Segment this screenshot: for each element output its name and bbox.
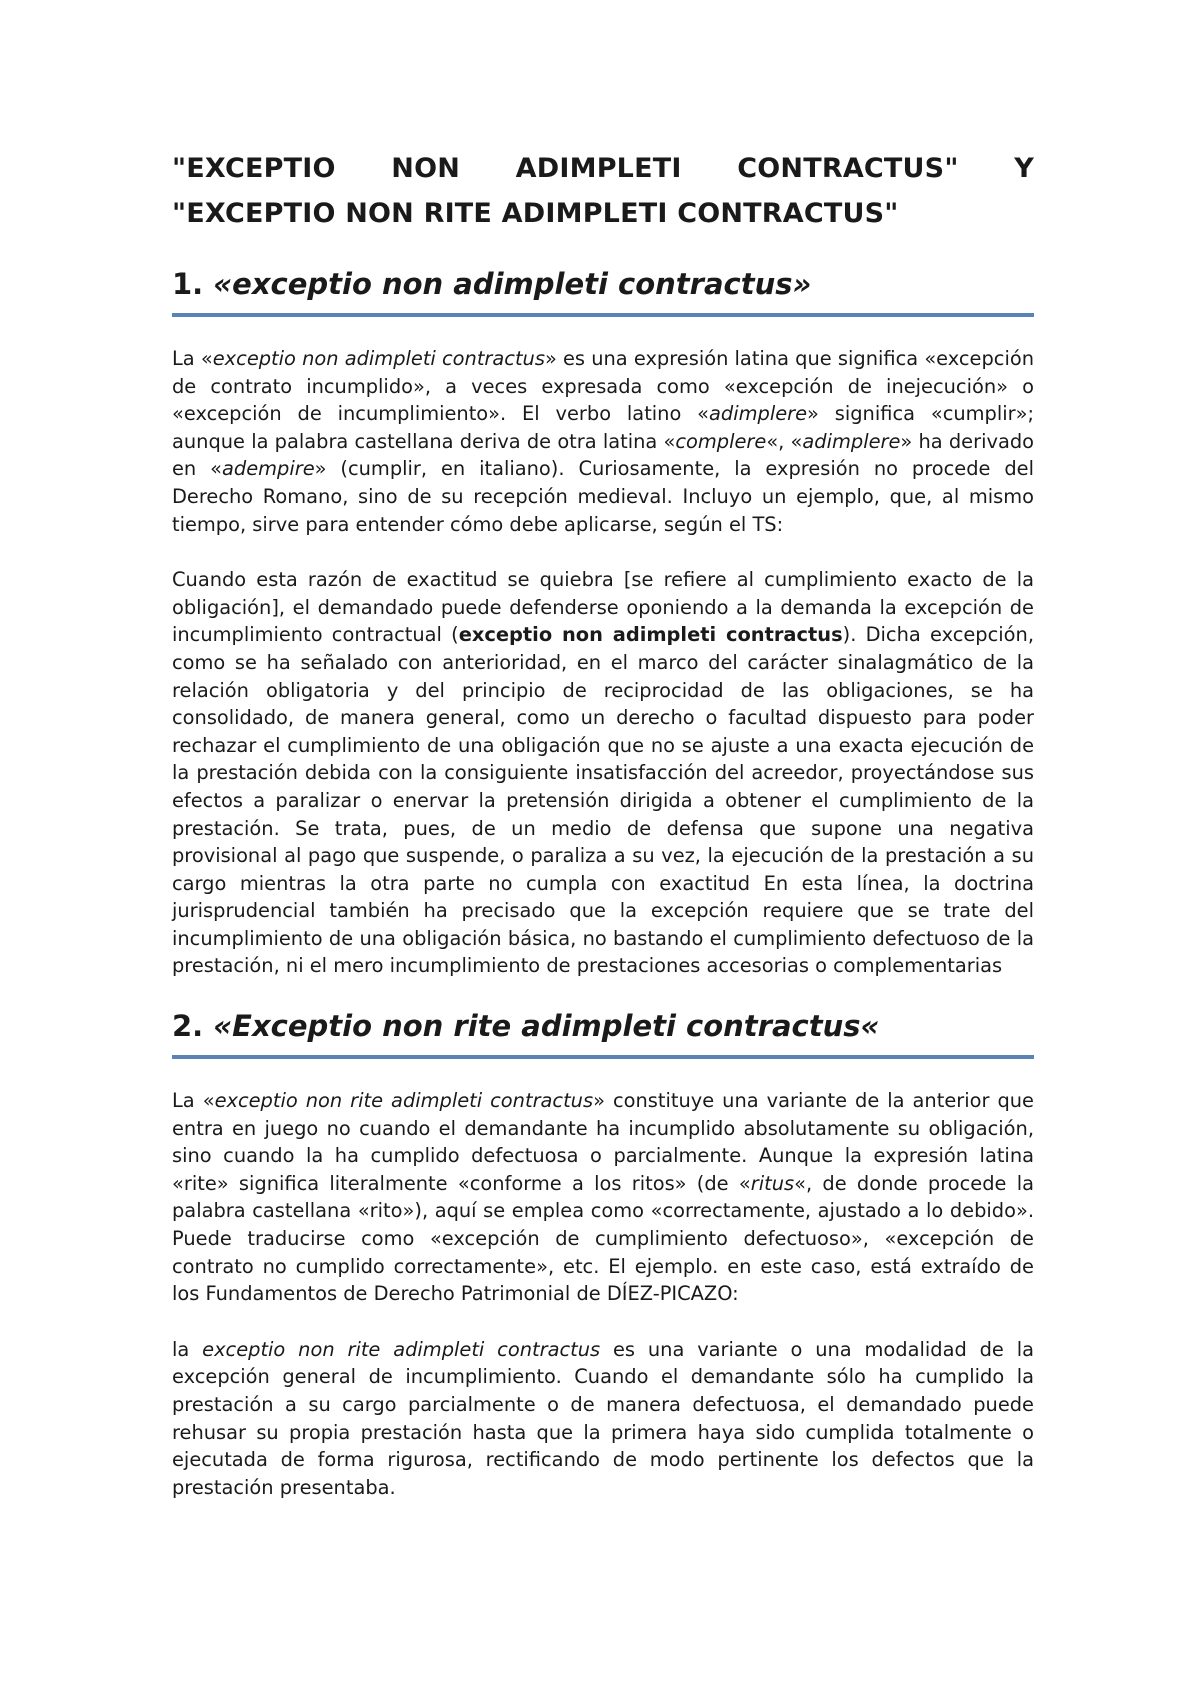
- text-run: «, «: [766, 429, 803, 453]
- text-run: «, de donde procede la palabra castellana «rito»), aquí se emplea como «correctamente, ajustado a lo debido». Puede traducirse como «excepción de cumplimiento defectuoso», «excepción de contrato no cumplido correctamente», etc. El ejemplo. en este caso, está extraído de los Fundamentos de Derecho Patrimonial de DÍEZ-PICAZO:: [172, 1171, 1034, 1306]
- text-run: » es una expresión latina que significa «excepción de contrato incumplido», a veces expresada como «excepción de inejecución» o «excepción de incumplimiento». El verbo latino «: [172, 347, 1035, 426]
- latin-term: complere: [675, 429, 767, 453]
- section-2-number: 2.: [172, 1009, 214, 1044]
- text-run: la: [172, 1337, 203, 1361]
- section-2-heading-text: «Exceptio non rite adimpleti contractus«: [213, 1009, 880, 1044]
- section-1-paragraph-1: [172, 345, 1034, 538]
- title-line-1: "EXCEPTIO NON ADIMPLETI CONTRACTUS" Y: [172, 153, 1034, 184]
- latin-term: exceptio non adimpleti contractus: [212, 347, 545, 370]
- latin-term-bold: exceptio non adimpleti contractus: [458, 623, 843, 647]
- text-run: es una variante o una modalidad de la excepción general de incumplimiento. Cuando el demandante sólo ha cumplido la prestación a su cargo parcialmente o de manera defectuosa, el demandado puede rehusar su propia prestación hasta que la primera haya sido cumplida totalmente o ejecutada de forma rigurosa, rectificando de modo pertinente los defectos que la prestación presentaba.: [172, 1337, 1034, 1499]
- latin-term: adimplere: [709, 402, 808, 426]
- text-run: La «: [172, 1089, 215, 1113]
- section-1-heading: [172, 264, 1034, 317]
- document-page: [172, 146, 1034, 1501]
- section-1-heading-text: «exceptio non adimpleti contractus»: [213, 267, 812, 301]
- italian-term: adempire: [222, 457, 315, 481]
- text-run: » ha derivado en «: [172, 429, 1034, 481]
- text-run: Cuando esta razón de exactitud se quiebra [se refiere al cumplimiento exacto de la obligación], el demandado puede defenderse oponiendo a la demanda la excepción de incumplimiento contractual (: [172, 568, 1034, 647]
- text-run: » constituye una variante de la anterior que entra en juego no cuando el demandante ha incumplido absolutamente su obligación, sino cuando la ha cumplido defectuosa o parcialmente. Aunque la expresión latina «rite» significa literalmente «conforme a los ritos» (de «: [172, 1089, 1034, 1195]
- section-1-number: 1.: [172, 267, 214, 301]
- latin-term: exceptio non rite adimpleti contractus: [214, 1089, 594, 1113]
- latin-term: exceptio non rite adimpleti contractus: [202, 1337, 601, 1361]
- section-2-quote: [172, 1336, 1034, 1502]
- text-run: ). Dicha excepción, como se ha señalado con anterioridad, en el marco del carácter sinalagmático de la relación obligatoria y del principio de reciprocidad de las obligaciones, se ha consolidado, de manera general, como un derecho o facultad dispuesto para poder rechazar el cumplimiento de una obligación que no se ajuste a una exacta ejecución de la prestación debida con la consiguiente insatisfacción del acreedor, proyectándose sus efectos a paralizar o enervar la pretensión dirigida a obtener el cumplimiento de la prestación. Se trata, pues, de un medio de defensa que supone una negativa provisional al pago que suspende, o paraliza a su vez, la ejecución de la prestación a su cargo mientras la otra parte no cumpla con exactitud En esta línea, la doctrina jurisprudencial también ha precisado que la excepción requiere que se trate del incumplimiento de una obligación básica, no bastando el cumplimiento defectuoso de la prestación, ni el mero incumplimiento de prestaciones accesorias o complementarias: [172, 623, 1034, 978]
- latin-term: ritus: [750, 1171, 795, 1195]
- section-2-heading: [172, 1006, 1034, 1059]
- document-title: [172, 146, 1034, 236]
- section-2-paragraph-1: [172, 1087, 1034, 1308]
- section-1-quote: [172, 566, 1034, 980]
- text-run: » significa «cumplir»; aunque la palabra castellana deriva de otra latina «: [172, 402, 1034, 453]
- text-run: La «: [172, 347, 213, 370]
- text-run: » (cumplir, en italiano). Curiosamente, la expresión no procede del Derecho Romano, sino de su recepción medieval. Incluyo un ejemplo, que, al mismo tiempo, sirve para entender cómo debe aplicarse, según el TS:: [172, 457, 1034, 536]
- title-line-2: "EXCEPTIO NON RITE ADIMPLETI CONTRACTUS": [172, 198, 899, 229]
- latin-term: adimplere: [802, 429, 901, 453]
